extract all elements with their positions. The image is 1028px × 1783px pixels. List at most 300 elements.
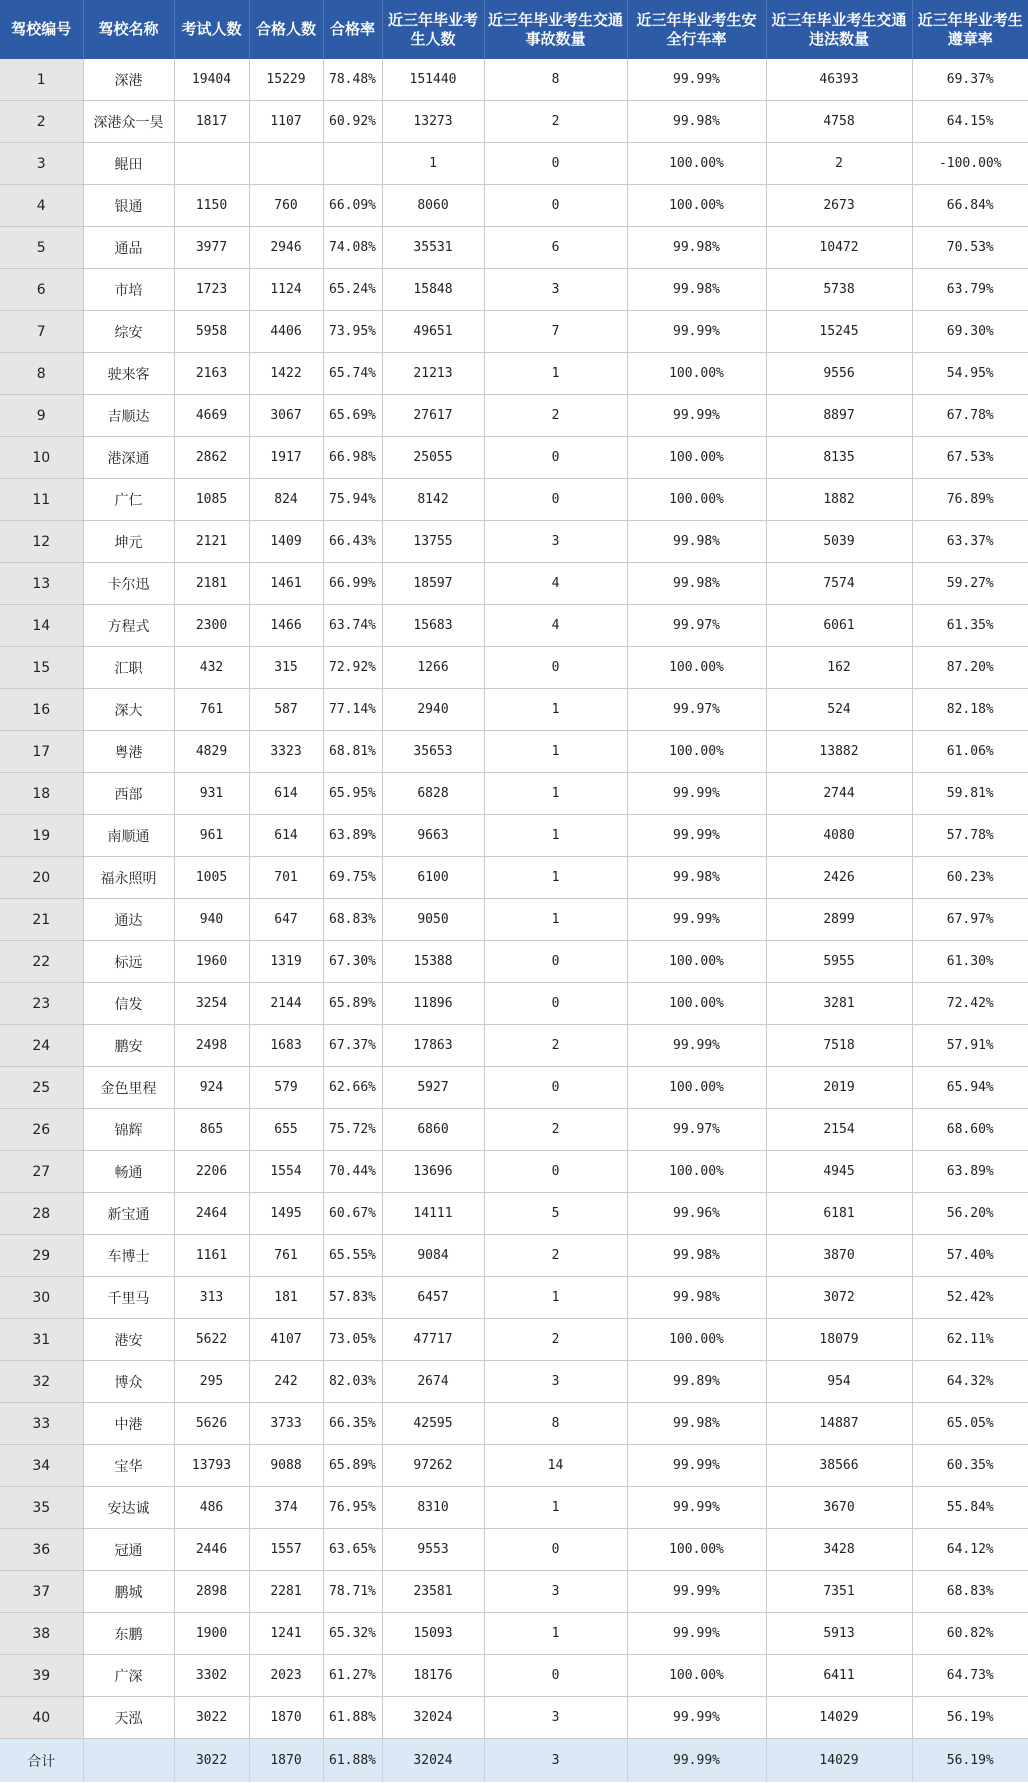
table-cell: 760 <box>249 185 323 227</box>
table-cell: 15093 <box>382 1613 484 1655</box>
table-cell: 82.18% <box>912 689 1028 731</box>
table-cell <box>249 143 323 185</box>
table-cell: -100.00% <box>912 143 1028 185</box>
table-row <box>0 1445 1028 1487</box>
school-name-cell: 市培 <box>83 269 174 311</box>
school-id-cell: 30 <box>0 1277 83 1319</box>
table-cell: 5955 <box>766 941 912 983</box>
table-cell: 63.65% <box>323 1529 382 1571</box>
table-cell: 21213 <box>382 353 484 395</box>
table-cell: 99.99% <box>627 1487 766 1529</box>
table-row <box>0 1655 1028 1697</box>
table-row <box>0 1613 1028 1655</box>
table-cell: 49651 <box>382 311 484 353</box>
table-cell: 3254 <box>174 983 249 1025</box>
table-cell: 151440 <box>382 59 484 101</box>
table-cell: 4669 <box>174 395 249 437</box>
table-cell: 82.03% <box>323 1361 382 1403</box>
table-cell: 1085 <box>174 479 249 521</box>
table-row <box>0 1235 1028 1277</box>
table-cell: 4406 <box>249 311 323 353</box>
table-cell: 3670 <box>766 1487 912 1529</box>
table-cell: 1683 <box>249 1025 323 1067</box>
table-cell: 8 <box>484 59 627 101</box>
column-header: 驾校编号 <box>0 0 83 59</box>
school-name-cell: 博众 <box>83 1361 174 1403</box>
school-name-cell: 千里马 <box>83 1277 174 1319</box>
school-id-cell: 16 <box>0 689 83 731</box>
school-id-cell: 37 <box>0 1571 83 1613</box>
table-cell: 69.37% <box>912 59 1028 101</box>
table-cell: 65.24% <box>323 269 382 311</box>
column-header: 近三年毕业考生遵章率 <box>912 0 1028 59</box>
table-cell: 69.75% <box>323 857 382 899</box>
table-header <box>0 0 1028 59</box>
table-cell: 2946 <box>249 227 323 269</box>
table-cell: 579 <box>249 1067 323 1109</box>
table-cell: 3977 <box>174 227 249 269</box>
table-cell: 761 <box>249 1235 323 1277</box>
table-cell: 75.94% <box>323 479 382 521</box>
school-name-cell: 广仁 <box>83 479 174 521</box>
school-id-cell: 7 <box>0 311 83 353</box>
table-cell: 73.05% <box>323 1319 382 1361</box>
table-cell: 19404 <box>174 59 249 101</box>
column-header: 合格率 <box>323 0 382 59</box>
table-cell: 4758 <box>766 101 912 143</box>
table-cell: 100.00% <box>627 1151 766 1193</box>
table-cell: 100.00% <box>627 1319 766 1361</box>
table-cell: 6411 <box>766 1655 912 1697</box>
table-cell: 655 <box>249 1109 323 1151</box>
table-row <box>0 1193 1028 1235</box>
school-name-cell: 港深通 <box>83 437 174 479</box>
table-cell: 824 <box>249 479 323 521</box>
table-cell: 2181 <box>174 563 249 605</box>
table-cell: 4107 <box>249 1319 323 1361</box>
school-name-cell: 鹏城 <box>83 1571 174 1613</box>
table-cell: 99.99% <box>627 395 766 437</box>
table-row <box>0 983 1028 1025</box>
table-cell: 78.71% <box>323 1571 382 1613</box>
table-cell: 1900 <box>174 1613 249 1655</box>
school-id-cell: 19 <box>0 815 83 857</box>
school-name-cell: 综安 <box>83 311 174 353</box>
table-cell: 10472 <box>766 227 912 269</box>
table-row <box>0 1571 1028 1613</box>
table-cell: 9088 <box>249 1445 323 1487</box>
table-cell: 25055 <box>382 437 484 479</box>
table-cell: 1495 <box>249 1193 323 1235</box>
table-row <box>0 269 1028 311</box>
column-header: 近三年毕业考生人数 <box>382 0 484 59</box>
table-cell: 2019 <box>766 1067 912 1109</box>
table-cell: 1 <box>484 689 627 731</box>
school-id-cell: 4 <box>0 185 83 227</box>
table-cell: 63.79% <box>912 269 1028 311</box>
table-cell: 6100 <box>382 857 484 899</box>
table-cell: 931 <box>174 773 249 815</box>
table-cell: 2464 <box>174 1193 249 1235</box>
school-id-cell: 35 <box>0 1487 83 1529</box>
table-cell: 99.98% <box>627 227 766 269</box>
table-cell: 1 <box>484 899 627 941</box>
table-cell: 940 <box>174 899 249 941</box>
table-cell: 65.55% <box>323 1235 382 1277</box>
table-cell: 54.95% <box>912 353 1028 395</box>
total-cell: 99.99% <box>627 1739 766 1783</box>
table-cell: 374 <box>249 1487 323 1529</box>
table-cell: 2899 <box>766 899 912 941</box>
table-cell: 61.27% <box>323 1655 382 1697</box>
table-cell: 1870 <box>249 1697 323 1739</box>
table-row <box>0 689 1028 731</box>
table-row <box>0 1319 1028 1361</box>
table-cell: 2674 <box>382 1361 484 1403</box>
table-cell: 1461 <box>249 563 323 605</box>
table-cell: 3870 <box>766 1235 912 1277</box>
school-name-cell: 畅通 <box>83 1151 174 1193</box>
school-name-cell: 通达 <box>83 899 174 941</box>
table-cell: 7 <box>484 311 627 353</box>
table-cell: 2 <box>766 143 912 185</box>
table-cell: 1161 <box>174 1235 249 1277</box>
table-cell: 62.66% <box>323 1067 382 1109</box>
table-row <box>0 479 1028 521</box>
school-id-cell: 12 <box>0 521 83 563</box>
table-row <box>0 59 1028 101</box>
table-cell: 35531 <box>382 227 484 269</box>
table-cell: 56.19% <box>912 1697 1028 1739</box>
table-cell: 61.30% <box>912 941 1028 983</box>
table-cell: 99.98% <box>627 269 766 311</box>
school-id-cell: 25 <box>0 1067 83 1109</box>
table-cell: 2940 <box>382 689 484 731</box>
school-id-cell: 20 <box>0 857 83 899</box>
table-cell: 68.83% <box>323 899 382 941</box>
table-cell: 75.72% <box>323 1109 382 1151</box>
table-cell: 99.99% <box>627 59 766 101</box>
table-cell: 1554 <box>249 1151 323 1193</box>
table-cell: 614 <box>249 815 323 857</box>
table-cell: 99.99% <box>627 815 766 857</box>
table-cell: 60.82% <box>912 1613 1028 1655</box>
school-name-cell: 粤港 <box>83 731 174 773</box>
table-cell: 64.15% <box>912 101 1028 143</box>
table-cell: 73.95% <box>323 311 382 353</box>
table-cell: 52.42% <box>912 1277 1028 1319</box>
table-cell: 2898 <box>174 1571 249 1613</box>
table-cell: 99.99% <box>627 1697 766 1739</box>
table-cell: 3733 <box>249 1403 323 1445</box>
table-row <box>0 563 1028 605</box>
table-cell: 99.99% <box>627 1025 766 1067</box>
school-name-cell: 安达诚 <box>83 1487 174 1529</box>
table-cell: 2426 <box>766 857 912 899</box>
table-cell: 181 <box>249 1277 323 1319</box>
table-cell: 99.99% <box>627 1613 766 1655</box>
column-header: 近三年毕业考生安全行车率 <box>627 0 766 59</box>
table-cell: 313 <box>174 1277 249 1319</box>
table-cell: 961 <box>174 815 249 857</box>
table-cell: 3067 <box>249 395 323 437</box>
school-id-cell: 11 <box>0 479 83 521</box>
table-cell: 100.00% <box>627 1655 766 1697</box>
table-cell: 2 <box>484 1235 627 1277</box>
table-cell: 432 <box>174 647 249 689</box>
table-cell: 13755 <box>382 521 484 563</box>
table-cell: 1124 <box>249 269 323 311</box>
table-cell: 64.73% <box>912 1655 1028 1697</box>
table-cell: 42595 <box>382 1403 484 1445</box>
table-cell: 315 <box>249 647 323 689</box>
school-name-cell: 西部 <box>83 773 174 815</box>
table-cell: 1960 <box>174 941 249 983</box>
table-cell: 65.95% <box>323 773 382 815</box>
school-name-cell: 宝华 <box>83 1445 174 1487</box>
school-id-cell: 28 <box>0 1193 83 1235</box>
table-cell: 99.98% <box>627 857 766 899</box>
table-cell: 65.32% <box>323 1613 382 1655</box>
table-cell: 761 <box>174 689 249 731</box>
table-cell: 99.98% <box>627 1277 766 1319</box>
table-cell: 46393 <box>766 59 912 101</box>
table-cell: 701 <box>249 857 323 899</box>
school-name-cell: 金色里程 <box>83 1067 174 1109</box>
table-cell: 15245 <box>766 311 912 353</box>
school-name-cell: 深大 <box>83 689 174 731</box>
table-cell: 1 <box>484 731 627 773</box>
table-cell: 2163 <box>174 353 249 395</box>
school-id-cell: 40 <box>0 1697 83 1739</box>
table-cell: 3323 <box>249 731 323 773</box>
total-cell <box>83 1739 174 1783</box>
table-row <box>0 353 1028 395</box>
table-cell: 65.74% <box>323 353 382 395</box>
table-cell: 9663 <box>382 815 484 857</box>
table-cell: 0 <box>484 1655 627 1697</box>
column-header: 近三年毕业考生交通违法数量 <box>766 0 912 59</box>
table-cell: 99.89% <box>627 1361 766 1403</box>
school-id-cell: 31 <box>0 1319 83 1361</box>
table-cell: 17863 <box>382 1025 484 1067</box>
table-cell: 4080 <box>766 815 912 857</box>
table-cell: 1409 <box>249 521 323 563</box>
table-cell: 3 <box>484 1361 627 1403</box>
table-cell: 0 <box>484 1151 627 1193</box>
school-name-cell: 锦辉 <box>83 1109 174 1151</box>
table-cell: 67.53% <box>912 437 1028 479</box>
table-cell: 100.00% <box>627 941 766 983</box>
table-cell: 5 <box>484 1193 627 1235</box>
table-cell: 4 <box>484 563 627 605</box>
table-cell: 865 <box>174 1109 249 1151</box>
table-cell: 65.89% <box>323 983 382 1025</box>
table-cell: 99.99% <box>627 899 766 941</box>
table-cell: 1150 <box>174 185 249 227</box>
table-cell: 99.97% <box>627 605 766 647</box>
table-cell: 8897 <box>766 395 912 437</box>
table-cell: 67.30% <box>323 941 382 983</box>
table-cell: 5738 <box>766 269 912 311</box>
table-cell: 99.99% <box>627 773 766 815</box>
table-cell: 924 <box>174 1067 249 1109</box>
school-id-cell: 27 <box>0 1151 83 1193</box>
table-cell: 66.43% <box>323 521 382 563</box>
school-name-cell: 南顺通 <box>83 815 174 857</box>
school-name-cell: 深港 <box>83 59 174 101</box>
table-cell: 97262 <box>382 1445 484 1487</box>
table-cell: 66.99% <box>323 563 382 605</box>
school-id-cell: 2 <box>0 101 83 143</box>
table-cell: 0 <box>484 983 627 1025</box>
table-cell: 1 <box>484 353 627 395</box>
table-body <box>0 59 1028 1739</box>
table-cell: 1107 <box>249 101 323 143</box>
school-name-cell: 信发 <box>83 983 174 1025</box>
table-cell: 6061 <box>766 605 912 647</box>
total-cell: 3022 <box>174 1739 249 1783</box>
table-cell: 8135 <box>766 437 912 479</box>
table-cell: 68.81% <box>323 731 382 773</box>
table-cell: 4829 <box>174 731 249 773</box>
table-cell: 0 <box>484 185 627 227</box>
table-row <box>0 1403 1028 1445</box>
table-cell: 60.67% <box>323 1193 382 1235</box>
table-cell: 6828 <box>382 773 484 815</box>
table-cell: 1 <box>382 143 484 185</box>
table-row <box>0 1025 1028 1067</box>
table-cell: 647 <box>249 899 323 941</box>
table-cell: 100.00% <box>627 353 766 395</box>
school-id-cell: 8 <box>0 353 83 395</box>
table-row <box>0 185 1028 227</box>
table-cell: 486 <box>174 1487 249 1529</box>
table-cell: 32024 <box>382 1697 484 1739</box>
table-cell: 9084 <box>382 1235 484 1277</box>
table-row <box>0 1697 1028 1739</box>
table-cell: 162 <box>766 647 912 689</box>
table-cell: 1723 <box>174 269 249 311</box>
school-id-cell: 3 <box>0 143 83 185</box>
table-cell: 8142 <box>382 479 484 521</box>
table-cell: 295 <box>174 1361 249 1403</box>
table-cell: 3022 <box>174 1697 249 1739</box>
table-cell: 18079 <box>766 1319 912 1361</box>
header-row <box>0 0 1028 59</box>
total-label-cell: 合计 <box>0 1739 83 1783</box>
table-cell: 3302 <box>174 1655 249 1697</box>
school-name-cell: 新宝通 <box>83 1193 174 1235</box>
table-cell: 2 <box>484 101 627 143</box>
table-row <box>0 815 1028 857</box>
table-row <box>0 605 1028 647</box>
school-id-cell: 18 <box>0 773 83 815</box>
table-cell: 100.00% <box>627 143 766 185</box>
total-cell: 1870 <box>249 1739 323 1783</box>
school-id-cell: 32 <box>0 1361 83 1403</box>
table-cell: 1 <box>484 1487 627 1529</box>
table-cell: 1817 <box>174 101 249 143</box>
school-id-cell: 10 <box>0 437 83 479</box>
school-id-cell: 39 <box>0 1655 83 1697</box>
table-cell: 99.99% <box>627 1445 766 1487</box>
table-cell: 954 <box>766 1361 912 1403</box>
school-name-cell: 银通 <box>83 185 174 227</box>
table-cell: 62.11% <box>912 1319 1028 1361</box>
table-cell: 60.35% <box>912 1445 1028 1487</box>
school-name-cell: 驶来客 <box>83 353 174 395</box>
school-id-cell: 29 <box>0 1235 83 1277</box>
table-cell: 2121 <box>174 521 249 563</box>
table-cell: 100.00% <box>627 1529 766 1571</box>
school-id-cell: 36 <box>0 1529 83 1571</box>
table-cell: 1882 <box>766 479 912 521</box>
school-name-cell: 广深 <box>83 1655 174 1697</box>
table-cell: 67.97% <box>912 899 1028 941</box>
table-cell: 0 <box>484 647 627 689</box>
table-cell: 15848 <box>382 269 484 311</box>
table-cell: 100.00% <box>627 185 766 227</box>
school-id-cell: 1 <box>0 59 83 101</box>
table-cell: 60.23% <box>912 857 1028 899</box>
school-id-cell: 17 <box>0 731 83 773</box>
school-id-cell: 33 <box>0 1403 83 1445</box>
table-cell: 18597 <box>382 563 484 605</box>
table-cell: 2 <box>484 1319 627 1361</box>
table-cell: 6181 <box>766 1193 912 1235</box>
table-cell: 7351 <box>766 1571 912 1613</box>
table-cell: 2023 <box>249 1655 323 1697</box>
table-row <box>0 1529 1028 1571</box>
table-cell: 8 <box>484 1403 627 1445</box>
total-cell: 3 <box>484 1739 627 1783</box>
school-id-cell: 24 <box>0 1025 83 1067</box>
table-cell: 57.83% <box>323 1277 382 1319</box>
table-cell: 0 <box>484 941 627 983</box>
table-cell: 65.89% <box>323 1445 382 1487</box>
table-cell: 5927 <box>382 1067 484 1109</box>
table-cell: 6860 <box>382 1109 484 1151</box>
table-cell: 2 <box>484 395 627 437</box>
table-cell: 100.00% <box>627 647 766 689</box>
table-cell: 77.14% <box>323 689 382 731</box>
table-cell: 13793 <box>174 1445 249 1487</box>
table-cell: 68.83% <box>912 1571 1028 1613</box>
table-cell: 1917 <box>249 437 323 479</box>
table-cell: 99.98% <box>627 1403 766 1445</box>
table-cell: 0 <box>484 143 627 185</box>
table-cell: 38566 <box>766 1445 912 1487</box>
table-cell: 63.37% <box>912 521 1028 563</box>
table-cell: 242 <box>249 1361 323 1403</box>
table-cell: 14111 <box>382 1193 484 1235</box>
table-cell: 76.95% <box>323 1487 382 1529</box>
school-name-cell: 东鹏 <box>83 1613 174 1655</box>
table-cell: 1 <box>484 857 627 899</box>
table-cell: 61.06% <box>912 731 1028 773</box>
table-cell: 15388 <box>382 941 484 983</box>
table-row <box>0 1109 1028 1151</box>
table-cell: 66.09% <box>323 185 382 227</box>
table-cell: 1266 <box>382 647 484 689</box>
table-cell: 3072 <box>766 1277 912 1319</box>
table-cell: 99.98% <box>627 563 766 605</box>
school-id-cell: 14 <box>0 605 83 647</box>
table-row <box>0 731 1028 773</box>
table-cell: 3 <box>484 521 627 563</box>
table-cell: 3 <box>484 1571 627 1613</box>
